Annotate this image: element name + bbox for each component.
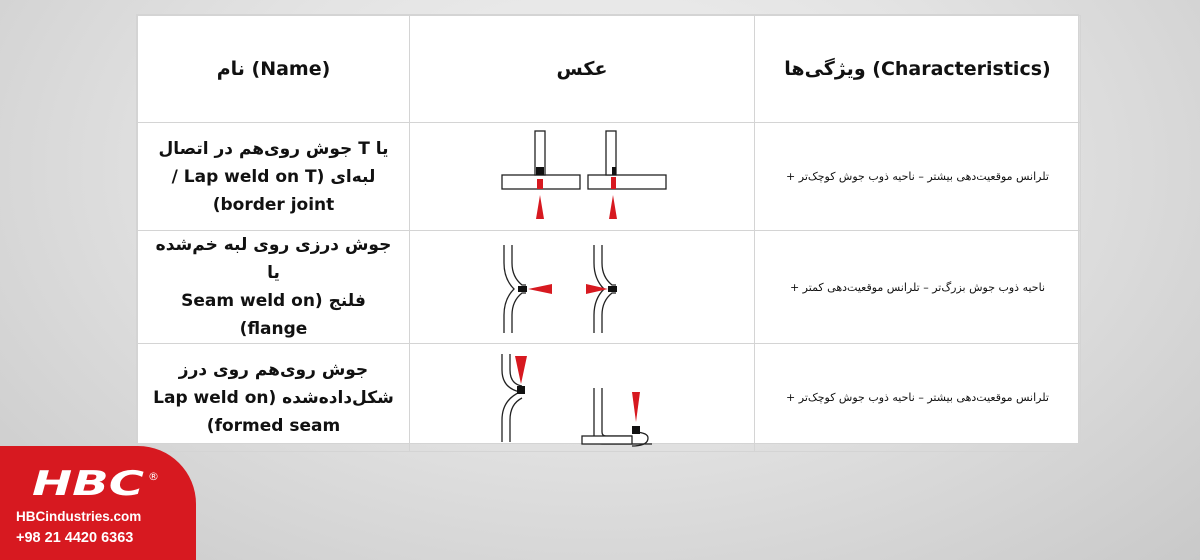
phone-text: +98 21 4420 6363: [16, 530, 134, 546]
row-image: [410, 231, 755, 344]
svg-text:®: ®: [148, 470, 159, 483]
seam-weld-flange-diagram: [482, 237, 682, 337]
weld-comparison-table: [136, 14, 1079, 444]
svg-text:HBC: HBC: [32, 466, 145, 500]
lap-weld-formed-seam-diagram: [482, 348, 682, 448]
table-row: [138, 344, 1081, 452]
row-name: جوش درزی روی لبه خم‌شده یا فلنج (Seam weld on flange): [138, 231, 410, 344]
table-row: [138, 231, 1081, 344]
row-characteristics: تلرانس موقعیت‌دهی بیشتر – ناحیه ذوب جوش کوچک‌تر +: [755, 123, 1081, 231]
lap-weld-t-joint-diagram: [482, 127, 682, 227]
website-text: HBCindustries.com: [16, 509, 142, 524]
row-image: [410, 344, 755, 452]
row-characteristics: ناحیه ذوب جوش بزرگ‌تر – تلرانس موقعیت‌دهی کمتر +: [755, 231, 1081, 344]
header-name: (Name) نام: [138, 16, 410, 123]
hbc-contact-badge: [0, 446, 196, 560]
row-name: یا T جوش روی‌هم در اتصال لبه‌ای (Lap weld on T / border joint): [138, 123, 410, 231]
row-image: [410, 123, 755, 231]
header-characteristics: (Characteristics) ویژگی‌ها: [755, 16, 1081, 123]
header-image: عکس: [410, 16, 755, 123]
table-row: [138, 123, 1081, 231]
row-characteristics: تلرانس موقعیت‌دهی بیشتر – ناحیه ذوب جوش کوچک‌تر +: [755, 344, 1081, 452]
hbc-logo: [30, 466, 166, 500]
row-name: جوش روی‌هم روی درز شکل‌داده‌شده (Lap weld on formed seam): [138, 344, 410, 452]
